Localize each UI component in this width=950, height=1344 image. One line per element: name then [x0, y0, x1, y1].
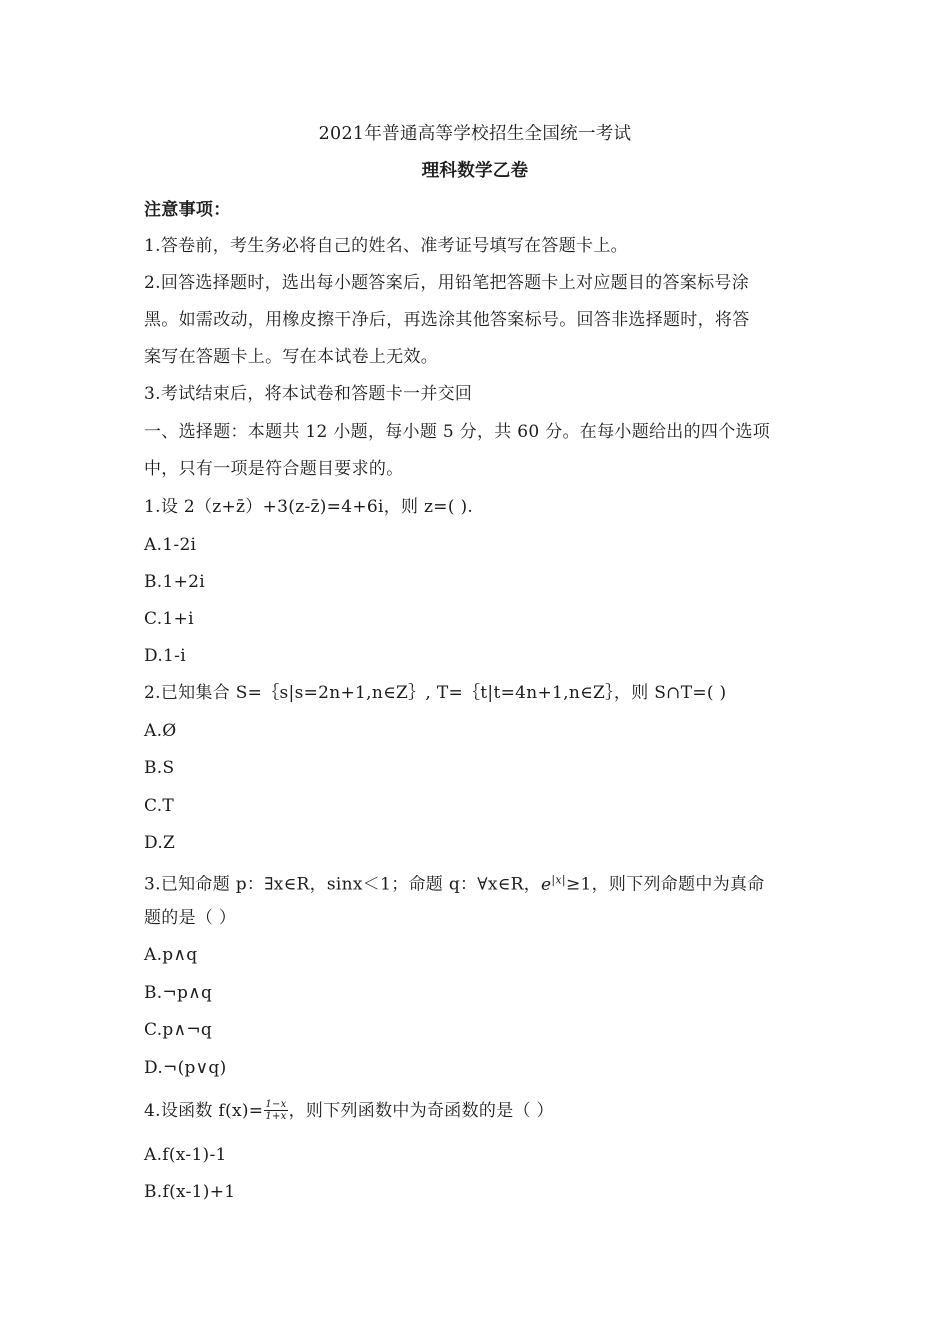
question-3-option-d: D.¬(p∨q) — [144, 1058, 227, 1078]
question-2-stem: 2.已知集合 S=｛s|s=2n+1,n∈Z｝, T=｛t|t=4n+1,n∈Z｝，则 S∩T=( ) — [144, 683, 727, 703]
question-2-option-d: D.Z — [144, 833, 176, 853]
section-heading-line-1: 一、选择题：本题共 12 小题，每小题 5 分，共 60 分。在每小题给出的四个选项 — [144, 422, 771, 442]
question-4-option-b: B.f(x-1)+1 — [144, 1182, 236, 1202]
exponential-expression — [541, 875, 566, 895]
notice-heading: 注意事项： — [144, 200, 231, 220]
question-1-option-c: C.1+i — [144, 609, 194, 629]
question-2-option-a: A.Ø — [144, 721, 177, 741]
question-4-stem-end: ，则下列函数中为奇函数的是（ ） — [288, 1101, 554, 1121]
question-4-option-a: A.f(x-1)-1 — [144, 1145, 227, 1165]
question-3-option-c: C.p∧¬q — [144, 1020, 213, 1040]
question-3-stem — [144, 870, 765, 895]
question-4-stem-start: 4.设函数 f(x)= — [144, 1101, 264, 1121]
question-1-option-a: A.1-2i — [144, 535, 197, 555]
question-1-option-b: B.1+2i — [144, 572, 206, 592]
question-3-stem-end: ≥1，则下列命题中为真命 — [565, 874, 765, 895]
exam-subtitle: 理科数学乙卷 — [421, 161, 529, 181]
exponential-power: |x| — [551, 873, 566, 886]
notice-line-4: 案写在答题卡上。写在本试卷上无效。 — [144, 347, 439, 367]
question-2-option-b: B.S — [144, 758, 175, 778]
fraction-denominator: 1+x — [265, 1111, 287, 1122]
section-heading-line-2: 中，只有一项是符合题目要求的。 — [144, 459, 404, 479]
question-3-stem-line-2: 题的是（ ） — [144, 908, 237, 928]
exponential-base: e — [541, 874, 552, 895]
question-4-stem — [144, 1100, 554, 1123]
exam-title: 2021年普通高等学校招生全国统一考试 — [318, 124, 632, 144]
fraction — [264, 1099, 287, 1122]
notice-line-3: 黑。如需改动，用橡皮擦干净后，再选涂其他答案标号。回答非选择题时，将答 — [144, 310, 750, 330]
question-2-option-c: C.T — [144, 796, 175, 816]
question-1-stem: 1.设 2（z+z̄）+3(z-z̄)=4+6i，则 z=( ). — [144, 497, 474, 517]
fraction-numerator: 1−x — [265, 1099, 287, 1110]
notice-line-5: 3.考试结束后，将本试卷和答题卡一并交回 — [144, 384, 473, 404]
notice-line-1: 1.答卷前，考生务必将自己的姓名、准考证号填写在答题卡上。 — [144, 236, 628, 256]
question-3-stem-start: 3.已知命题 p：∃x∈R，sinx＜1；命题 q：∀x∈R， — [144, 874, 542, 895]
question-3-option-a: A.p∧q — [144, 945, 198, 965]
notice-line-2: 2.回答选择题时，选出每小题答案后，用铅笔把答题卡上对应题目的答案标号涂 — [144, 273, 750, 293]
question-3-option-b: B.¬p∧q — [144, 983, 213, 1003]
question-1-option-d: D.1-i — [144, 646, 186, 666]
